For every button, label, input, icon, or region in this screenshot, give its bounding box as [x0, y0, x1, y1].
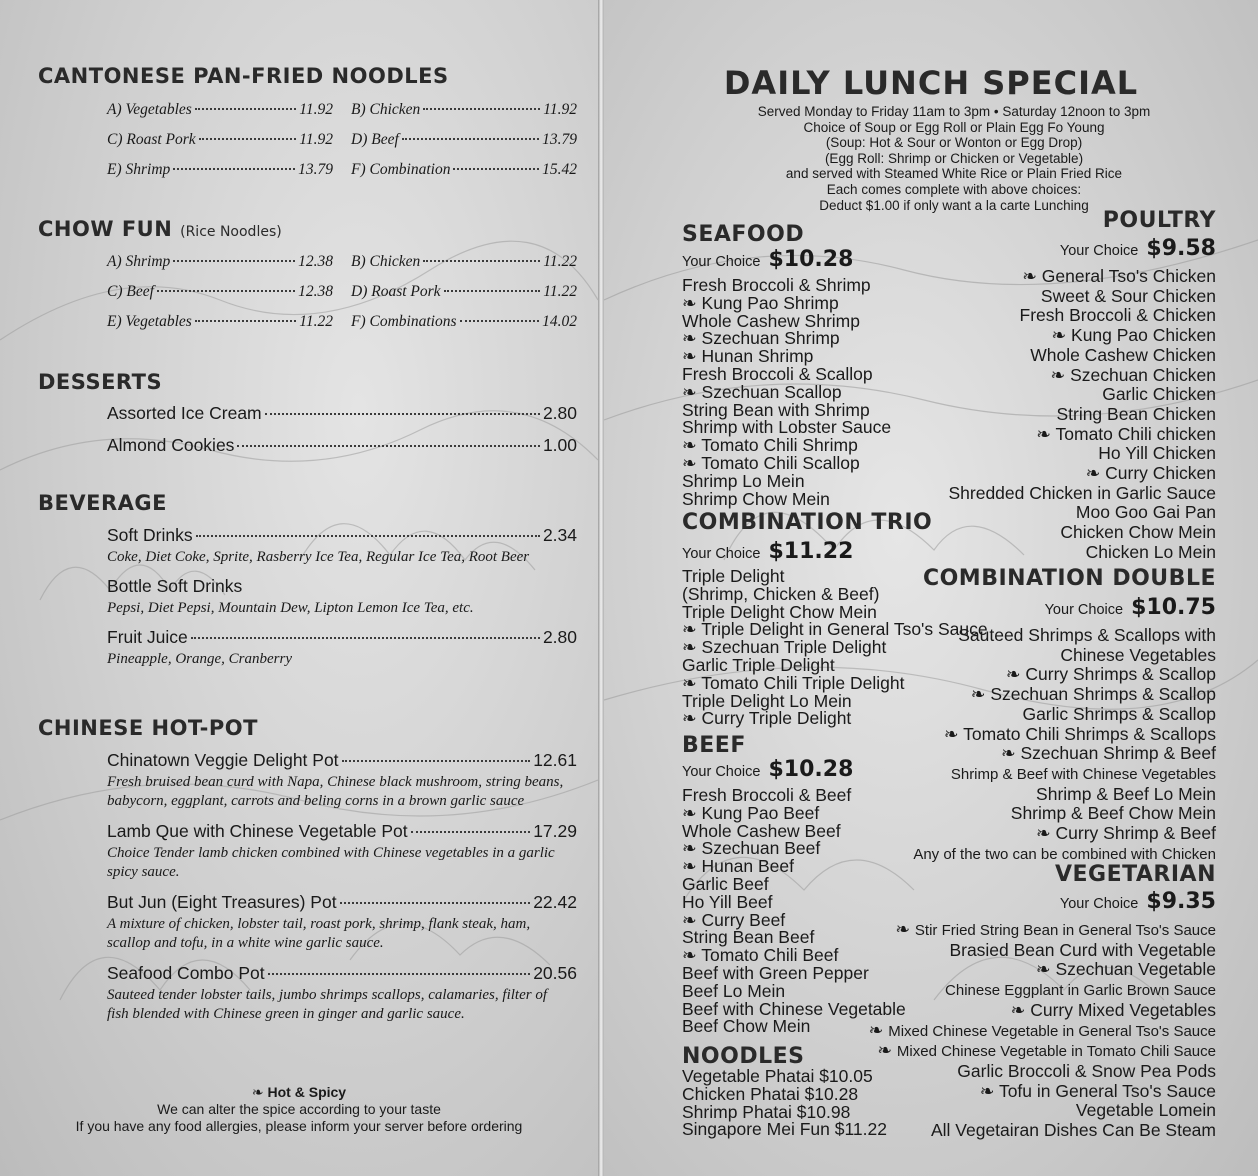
- poultry-heading: POULTRY: [1102, 208, 1216, 233]
- menu-item: Lamb Que with Chinese Vegetable Pot 17.29: [107, 821, 577, 841]
- dish-name: Szechuan Triple Delight: [701, 637, 887, 658]
- hot-spicy-legend: ❧ Hot & Spicy: [251, 1084, 347, 1100]
- dish-name: Chicken Chow Mein: [1060, 522, 1216, 543]
- item-description: Coke, Diet Coke, Sprite, Rasberry Ice Tea, Regular Ice Tea, Root Beer: [107, 549, 530, 565]
- seafood-heading: SEAFOOD: [682, 222, 805, 247]
- hot-spicy-icon: ❧: [682, 346, 702, 367]
- menu-item: D) Beef 13.79: [351, 131, 577, 148]
- dish-item: [869, 1062, 1216, 1082]
- dish-item: [948, 523, 1216, 543]
- dish-name: Kung Pao Shrimp: [701, 292, 839, 313]
- info-line: Served Monday to Friday 11am to 3pm • Saturday 12noon to 3pm: [757, 104, 1151, 119]
- dish-name: Curry Beef: [701, 909, 786, 930]
- dish-name: Stir Fried String Bean in General Tso's Sauce: [914, 922, 1216, 939]
- hot-spicy-icon: ❧: [1010, 999, 1031, 1020]
- chow-fun-subtitle: (Rice Noodles): [180, 224, 282, 240]
- dish-item: [948, 484, 1216, 504]
- dish-name: General Tso's Chicken: [1041, 266, 1216, 286]
- menu-item: D) Roast Pork 11.22: [351, 283, 577, 300]
- dish-item: [913, 804, 1216, 824]
- dish-name: Any of the two can be combined with Chicken: [913, 845, 1216, 863]
- chow-fun-list: [107, 253, 577, 331]
- dish-name: Fresh Broccoli & Shrimp: [682, 275, 871, 295]
- hot-spicy-icon: ❧: [877, 1040, 897, 1061]
- left-page: [0, 0, 598, 1176]
- dish-name: Tomato Chili chicken: [1055, 423, 1216, 444]
- spice-note: We can alter the spice according to your taste: [157, 1101, 441, 1117]
- hot-spicy-icon: ❧: [868, 1019, 889, 1040]
- double-choice: Your Choice $10.75: [1044, 595, 1216, 620]
- beef-heading: BEEF: [682, 733, 746, 758]
- menu-item: Chinatown Veggie Delight Pot 12.61: [107, 750, 577, 770]
- dish-name: Kung Pao Chicken: [1071, 325, 1216, 346]
- hot-pot-heading: CHINESE HOT-POT: [38, 716, 258, 740]
- dish-item: [682, 488, 891, 509]
- dish-name: Szechuan Shrimp: [701, 328, 840, 349]
- dish-name: Moo Goo Gai Pan: [1075, 502, 1216, 523]
- poultry-price: $9.58: [1146, 236, 1216, 261]
- dish-item: [913, 785, 1216, 805]
- dish-item: [948, 366, 1216, 386]
- hot-spicy-icon: ❧: [682, 637, 702, 658]
- menu-item: But Jun (Eight Treasures) Pot 22.42: [107, 892, 577, 912]
- dish-name: Shrimp & Beef with Chinese Vegetables: [950, 765, 1216, 783]
- dish-name: Curry Shrimps & Scallop: [1025, 664, 1216, 685]
- dish-name: String Bean Chicken: [1056, 403, 1216, 424]
- info-line: Each comes complete with above choices:: [826, 181, 1082, 197]
- info-line: (Egg Roll: Shrimp or Chicken or Vegetable): [824, 150, 1084, 166]
- double-list: [913, 626, 1216, 864]
- dish-name: Chicken Lo Mein: [1085, 541, 1216, 562]
- trio-heading: COMBINATION TRIO: [682, 510, 933, 535]
- double-price: $10.75: [1131, 595, 1216, 620]
- dish-item: [913, 824, 1216, 844]
- menu-item: A) Shrimp 12.38: [107, 253, 333, 270]
- item-description: Pineapple, Orange, Cranberry: [107, 651, 292, 667]
- info-line: and served with Steamed White Rice or Plain Fried Rice: [785, 166, 1123, 182]
- dish-name: Tomato Chili Triple Delight: [701, 672, 905, 693]
- hot-spicy-icon: ❧: [1022, 266, 1042, 286]
- beverage-list: [107, 525, 577, 669]
- dish-name: Singapore Mei Fun $11.22: [682, 1119, 887, 1140]
- vegetarian-choice: Your Choice $9.35: [1059, 889, 1216, 914]
- dish-item: [948, 503, 1216, 523]
- dish-name: Chinese Vegetables: [1060, 644, 1216, 665]
- hot-spicy-icon: ❧: [682, 838, 702, 859]
- vegetarian-list: [869, 920, 1216, 1141]
- dish-name: Chinese Eggplant in Garlic Brown Sauce: [945, 982, 1216, 1000]
- dish-name: Shrimp with Lobster Sauce: [682, 417, 892, 438]
- poultry-choice: Your Choice $9.58: [1059, 236, 1216, 261]
- hot-spicy-icon: ❧: [682, 909, 702, 930]
- seafood-list: [682, 277, 891, 508]
- dish-name: Garlic Chicken: [1102, 384, 1216, 405]
- menu-item: C) Beef 12.38: [107, 283, 333, 300]
- beverage-heading: BEVERAGE: [38, 491, 167, 515]
- dish-name: Hunan Shrimp: [701, 346, 814, 367]
- dish-name: Shredded Chicken in Garlic Sauce: [948, 482, 1216, 503]
- hot-spicy-icon: ❧: [1050, 364, 1071, 385]
- dish-item: [869, 960, 1216, 980]
- dish-name: Szechuan Chicken: [1070, 364, 1216, 385]
- hot-spicy-icon: ❧: [682, 802, 702, 823]
- dish-item: [869, 920, 1216, 941]
- dish-item: [948, 326, 1216, 346]
- hot-spicy-icon: ❧: [943, 723, 964, 744]
- dish-name: (Shrimp, Chicken & Beef): [682, 583, 880, 604]
- dish-name: Curry Mixed Vegetables: [1030, 999, 1216, 1020]
- dish-name: String Bean with Shrimp: [682, 399, 870, 420]
- dish-item: [913, 764, 1216, 785]
- dish-item: [948, 385, 1216, 405]
- info-line: Deduct $1.00 if only want a la carte Lunching: [819, 197, 1089, 213]
- dish-name: Garlic Beef: [682, 873, 769, 894]
- vegetarian-heading: VEGETARIAN: [1054, 862, 1216, 887]
- trio-choice: Your Choice $11.22: [682, 539, 854, 564]
- menu-item: F) Combinations 14.02: [351, 313, 577, 330]
- item-description: Fresh bruised bean curd with Napa, Chinese black mushroom, string beans, babycorn, eggplant, carrots and beling corns in a brown garlic sauce: [107, 774, 564, 809]
- dish-name: Beef Lo Mein: [682, 980, 786, 1001]
- hot-spicy-icon: ❧: [970, 684, 991, 705]
- cantonese-list: [107, 101, 577, 179]
- menu-item: E) Vegetables 11.22: [107, 313, 333, 330]
- menu-item: B) Chicken 11.92: [351, 101, 577, 118]
- dish-name: Curry Chicken: [1105, 463, 1216, 484]
- dish-item: [913, 646, 1216, 666]
- right-page: [604, 0, 1258, 1176]
- dish-name: Fresh Broccoli & Chicken: [1019, 305, 1216, 326]
- dish-item: [948, 425, 1216, 445]
- dish-item: [948, 405, 1216, 425]
- dish-item: [948, 464, 1216, 484]
- dish-name: Whole Cashew Shrimp: [682, 310, 860, 331]
- dish-name: Curry Shrimp & Beef: [1055, 823, 1216, 844]
- dish-name: Triple Delight: [682, 566, 785, 586]
- beef-price: $10.28: [768, 757, 854, 782]
- dish-name: Whole Cashew Beef: [682, 820, 841, 841]
- dish-item: [948, 346, 1216, 366]
- dish-name: Ho Yill Beef: [682, 891, 773, 912]
- menu-item: A) Vegetables 11.92: [107, 101, 333, 118]
- double-heading: COMBINATION DOUBLE: [922, 566, 1216, 591]
- dish-name: Vegetable Lomein: [1075, 1100, 1216, 1121]
- hot-spicy-icon: ❧: [682, 292, 702, 313]
- dish-item: [948, 444, 1216, 464]
- dish-name: Tomato Chili Shrimp: [701, 435, 858, 456]
- dish-name: Fresh Broccoli & Beef: [682, 785, 852, 805]
- dish-name: Shrimp & Beef Lo Mein: [1036, 783, 1216, 804]
- desserts-heading: DESSERTS: [38, 370, 163, 394]
- dish-name: Triple Delight Lo Mein: [682, 690, 852, 711]
- dish-name: Hunan Beef: [701, 856, 794, 877]
- menu-item: Almond Cookies 1.00: [107, 435, 577, 455]
- hot-pepper-icon: ❧: [251, 1084, 264, 1100]
- menu-item: Bottle Soft Drinks: [107, 576, 243, 596]
- hot-spicy-icon: ❧: [682, 452, 702, 473]
- dish-name: Garlic Broccoli & Snow Pea Pods: [957, 1060, 1216, 1081]
- dish-item: [869, 1021, 1216, 1042]
- hot-spicy-icon: ❧: [1036, 823, 1056, 844]
- dish-name: Szechuan Beef: [701, 838, 821, 859]
- menu-item: Soft Drinks 2.34: [107, 525, 577, 545]
- hot-spicy-icon: ❧: [1035, 959, 1056, 980]
- dish-name: Shrimp Phatai $10.98: [682, 1101, 851, 1122]
- dish-name: Triple Delight Chow Mein: [682, 601, 877, 622]
- noodles-list: [682, 1068, 887, 1139]
- vegetarian-price: $9.35: [1146, 889, 1216, 914]
- dish-name: Tomato Chili Shrimps & Scallops: [963, 723, 1216, 744]
- desserts-list: [107, 403, 577, 456]
- dish-name: Shrimp Chow Mein: [682, 488, 830, 509]
- dish-item: [913, 685, 1216, 705]
- poultry-list: [948, 267, 1216, 563]
- hot-spicy-icon: ❧: [682, 381, 702, 402]
- dish-name: Vegetable Phatai $10.05: [682, 1066, 873, 1086]
- hot-spicy-icon: ❧: [1051, 325, 1072, 346]
- dish-name: Sweet & Sour Chicken: [1040, 285, 1216, 306]
- dish-name: Tomato Chili Beef: [701, 945, 839, 966]
- item-description: Pepsi, Diet Pepsi, Mountain Dew, Lipton Lemon Ice Tea, etc.: [107, 600, 474, 616]
- dish-item: [869, 980, 1216, 1001]
- dish-name: Szechuan Scallop: [701, 381, 842, 402]
- dish-name: Chicken Phatai $10.28: [682, 1083, 859, 1104]
- hot-spicy-icon: ❧: [682, 435, 702, 456]
- noodles-heading: NOODLES: [682, 1044, 805, 1069]
- dish-item: [682, 1121, 887, 1139]
- dish-name: Tomato Chili Scallop: [701, 452, 860, 473]
- dish-name: Fresh Broccoli & Scallop: [682, 363, 873, 384]
- seafood-choice: Your Choice $10.28: [682, 247, 854, 272]
- trio-price: $11.22: [768, 539, 854, 564]
- chow-fun-heading: CHOW FUN (Rice Noodles): [38, 217, 282, 241]
- hot-spicy-icon: ❧: [682, 672, 702, 693]
- lunch-info: [604, 104, 1258, 213]
- dish-name: Beef with Green Pepper: [682, 962, 869, 983]
- item-description: A mixture of chicken, lobster tail, roast pork, shrimp, flank steak, ham, scallop and tofu, in a white wine garlic sauce.: [107, 916, 531, 951]
- dish-name: Triple Delight in General Tso's Sauce: [701, 619, 988, 640]
- info-line: (Soup: Hot & Sour or Wonton or Egg Drop): [825, 135, 1083, 151]
- hot-spicy-icon: ❧: [682, 945, 702, 966]
- item-description: Sauteed tender lobster tails, jumbo shrimps scallops, calamaries, filter of fish blended with Chinese green in ginger and garlic sauce.: [107, 987, 547, 1022]
- hot-spicy-icon: ❧: [1000, 743, 1021, 764]
- dish-item: [869, 1041, 1216, 1062]
- dish-name: Ho Yill Chicken: [1098, 443, 1216, 464]
- seafood-price: $10.28: [768, 247, 854, 272]
- dish-name: Shrimp & Beef Chow Mein: [1010, 803, 1216, 824]
- hot-spicy-icon: ❧: [682, 708, 702, 729]
- dish-item: [869, 941, 1216, 961]
- hot-spicy-icon: ❧: [1005, 664, 1026, 685]
- dish-item: [913, 725, 1216, 745]
- menu-item: F) Combination 15.42: [351, 161, 577, 178]
- dish-item: [913, 744, 1216, 764]
- dish-name: All Vegetairan Dishes Can Be Steam: [930, 1120, 1216, 1141]
- dish-name: Szechuan Shrimp & Beef: [1020, 743, 1216, 764]
- dish-name: Garlic Triple Delight: [682, 654, 835, 675]
- dish-item: [869, 1082, 1216, 1102]
- hot-spicy-icon: ❧: [682, 328, 702, 349]
- menu-item: C) Roast Pork 11.92: [107, 131, 333, 148]
- dish-item: [948, 287, 1216, 307]
- menu-item: Seafood Combo Pot 20.56: [107, 963, 577, 983]
- hot-spicy-icon: ❧: [979, 1080, 999, 1101]
- dish-name: Garlic Shrimps & Scallop: [1022, 703, 1216, 724]
- dish-name: Mixed Chinese Vegetable in General Tso's Sauce: [888, 1022, 1216, 1040]
- dish-item: [913, 705, 1216, 725]
- dish-item: [869, 1101, 1216, 1121]
- cantonese-heading: CANTONESE PAN-FRIED NOODLES: [38, 64, 449, 88]
- dish-item: [948, 543, 1216, 563]
- dish-name: Curry Triple Delight: [701, 708, 852, 729]
- dish-name: Sauteed Shrimps & Scallops with: [958, 625, 1216, 645]
- allergy-note: If you have any food allergies, please inform your server before ordering: [75, 1118, 523, 1134]
- dish-item: [948, 306, 1216, 326]
- menu-footer: [0, 1084, 598, 1135]
- dish-item: [913, 626, 1216, 646]
- hot-pot-list: [107, 750, 577, 1024]
- info-line: Choice of Soup or Egg Roll or Plain Egg Fo Young: [803, 119, 1105, 135]
- beef-choice: Your Choice $10.28: [682, 757, 854, 782]
- dish-name: Brasied Bean Curd with Vegetable: [949, 939, 1216, 960]
- dish-name: Mixed Chinese Vegetable in Tomato Chili Sauce: [896, 1043, 1216, 1061]
- dish-name: Whole Cashew Chicken: [1030, 344, 1216, 365]
- hot-spicy-icon: ❧: [1085, 463, 1106, 484]
- dish-name: Beef Chow Mein: [682, 1016, 811, 1037]
- dish-name: String Bean Beef: [682, 927, 815, 948]
- lunch-special-title: DAILY LUNCH SPECIAL: [723, 64, 1139, 102]
- hot-spicy-icon: ❧: [682, 856, 702, 877]
- hot-spicy-icon: ❧: [895, 919, 915, 939]
- menu-item: E) Shrimp 13.79: [107, 161, 333, 178]
- dish-name: Szechuan Shrimps & Scallop: [990, 684, 1216, 705]
- menu-item: B) Chicken 11.22: [351, 253, 577, 270]
- dish-name: Kung Pao Beef: [701, 802, 820, 823]
- dish-item: [948, 267, 1216, 287]
- dish-name: Tofu in General Tso's Sauce: [998, 1080, 1216, 1101]
- dish-item: [869, 1121, 1216, 1141]
- hot-spicy-icon: ❧: [1036, 423, 1056, 444]
- hot-spicy-icon: ❧: [682, 619, 702, 640]
- dish-item: [913, 665, 1216, 685]
- dish-name: Beef with Chinese Vegetable: [682, 998, 906, 1019]
- dish-name: Szechuan Vegetable: [1055, 959, 1216, 980]
- item-description: Choice Tender lamb chicken combined with Chinese vegetables in a garlic spicy sauce.: [107, 845, 555, 880]
- menu-item: Assorted Ice Cream 2.80: [107, 403, 577, 423]
- dish-item: [869, 1001, 1216, 1021]
- menu-item: Fruit Juice 2.80: [107, 627, 577, 647]
- dish-name: Shrimp Lo Mein: [682, 470, 805, 491]
